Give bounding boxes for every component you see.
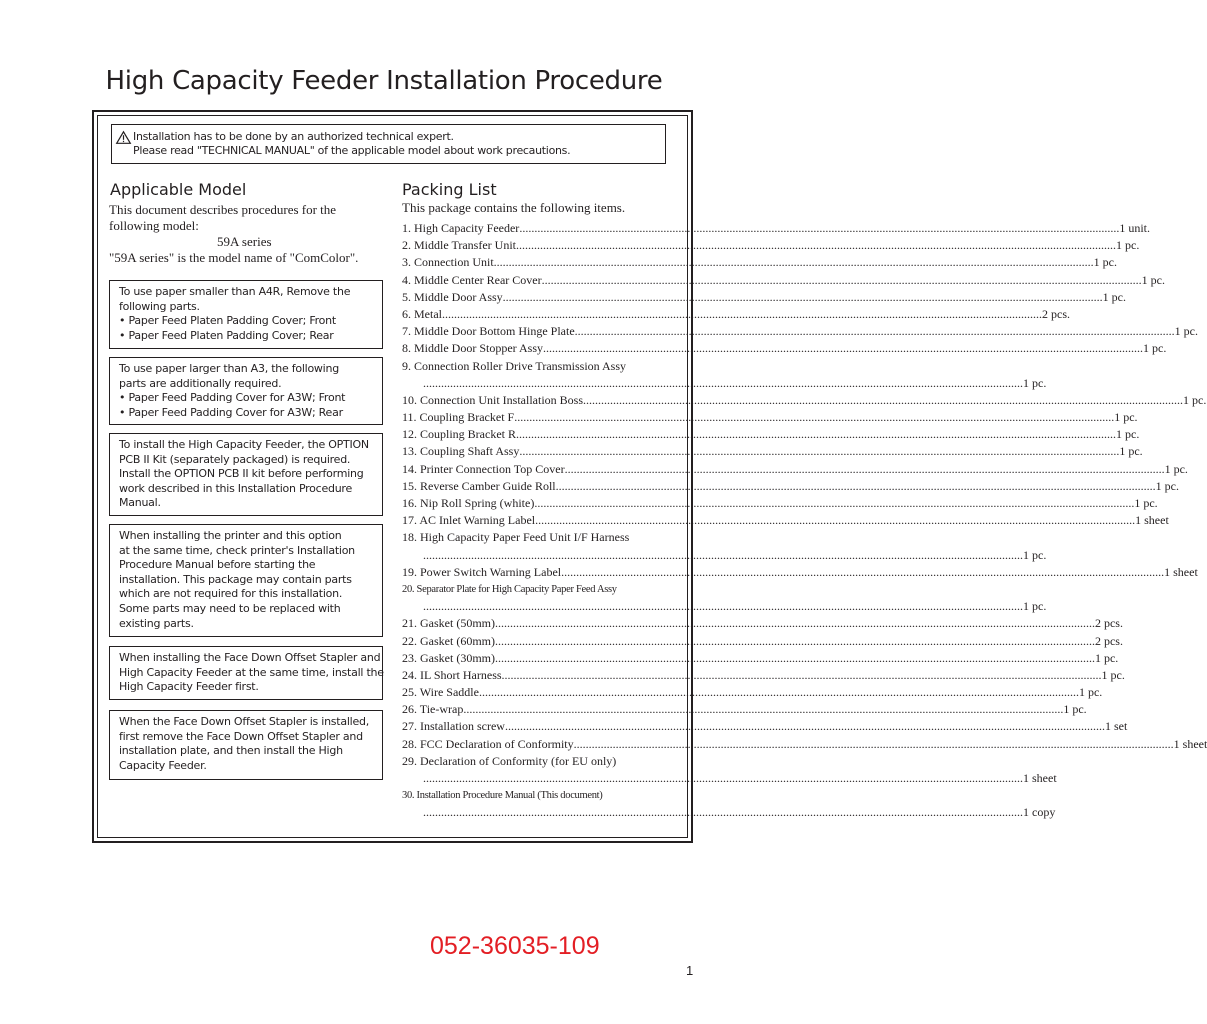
packing-item-quantity: 2 pcs.: [1094, 633, 1123, 648]
packing-list-item: [402, 667, 1125, 684]
leader-dots: ........................................................................................................................................................................................................: [583, 392, 1183, 407]
packing-item-quantity: 1 pc.: [1141, 272, 1165, 287]
leader-dots: ........................................................................................................................................................................................................: [502, 289, 1103, 304]
packing-item-label: 7. Middle Door Bottom Hinge Plate: [402, 324, 575, 339]
packing-list-item: [402, 701, 1087, 718]
note-line: Procedure Manual before starting the: [119, 558, 316, 572]
packing-item-label: 18. High Capacity Paper Feed Unit I/F Harness: [402, 530, 630, 545]
packing-item-label: 3. Connection Unit: [402, 255, 494, 270]
packing-list-item: [402, 615, 1123, 632]
document-number: 052-36035-109: [430, 932, 600, 960]
packing-list-item: [402, 375, 1047, 392]
packing-list-item: [402, 633, 1123, 650]
leader-dots: ........................................................................................................................................................................................................: [519, 221, 1120, 235]
packing-list-item: [402, 340, 1167, 357]
packing-list-item: [402, 358, 668, 375]
leader-dots: ........................................................................................................................................................................................................: [423, 771, 1023, 785]
warning-line-2: Please read "TECHNICAL MANUAL" of the applicable model about work precautions.: [133, 144, 571, 157]
packing-item-quantity: 1 copy: [1023, 805, 1056, 820]
note-line: To use paper smaller than A4R, Remove the: [119, 285, 351, 298]
note-line: • Paper Feed Padding Cover for A3W; Front: [119, 391, 346, 405]
packing-item-label: 29. Declaration of Conformity (for EU only): [402, 753, 617, 768]
packing-list-item: [402, 237, 1140, 254]
packing-list-item: [402, 512, 1169, 529]
packing-list-item: [402, 650, 1119, 667]
packing-item-quantity: 2 pcs.: [1094, 616, 1123, 631]
leader-dots: ........................................................................................................................................................................................................: [442, 306, 1042, 321]
leader-dots: ........................................................................................................................................................................................................: [494, 650, 1095, 665]
packing-item-quantity: 1 pc.: [1023, 375, 1047, 390]
note-box-stapler-same-time: [109, 646, 383, 700]
note-line: To install the High Capacity Feeder, the OPTION: [119, 438, 369, 451]
packing-item-label: 25. Wire Saddle: [402, 685, 479, 700]
packing-item-label: 30. Installation Procedure Manual (This document): [402, 790, 603, 802]
note-line: first remove the Face Down Offset Stapler and: [119, 729, 363, 743]
warning-line-1: Installation has to be done by an authorized technical expert.: [133, 130, 454, 143]
packing-list-item: [402, 409, 1138, 426]
model-text-line: following model:: [109, 218, 199, 233]
packing-item-quantity: 1 pc.: [1023, 599, 1047, 614]
packing-item-quantity: 1 pc.: [1114, 410, 1138, 425]
note-line: work described in this Installation Procedure: [119, 481, 352, 495]
applicable-model-text: [109, 202, 379, 266]
packing-item-quantity: 1 pc.: [1093, 255, 1117, 270]
packing-item-label: 5. Middle Door Assy: [402, 289, 503, 304]
note-line: which are not required for this installation.: [119, 587, 343, 601]
packing-item-label: 10. Connection Unit Installation Boss: [402, 392, 583, 407]
packing-item-quantity: 1 pc.: [1174, 324, 1198, 339]
packing-item-label: 11. Coupling Bracket F: [402, 410, 515, 425]
packing-item-quantity: 1 sheet: [1023, 771, 1057, 785]
packing-list: [402, 220, 1207, 822]
leader-dots: ........................................................................................................................................................................................................: [555, 478, 1156, 493]
packing-item-quantity: 1 pc.: [1094, 650, 1119, 665]
leader-dots: ........................................................................................................................................................................................................: [478, 685, 1079, 700]
packing-item-label: 14. Printer Connection Top Cover: [402, 461, 565, 476]
packing-item-label: 8. Middle Door Stopper Assy: [402, 341, 543, 356]
applicable-model-heading: Applicable Model: [110, 180, 247, 199]
leader-dots: ........................................................................................................................................................................................................: [534, 496, 1135, 510]
packing-item-quantity: 1 sheet: [1164, 564, 1198, 579]
leader-dots: ........................................................................................................................................................................................................: [516, 238, 1116, 253]
warning-box: [111, 124, 666, 164]
packing-item-quantity: 1 sheet: [1135, 513, 1169, 528]
packing-list-item: [402, 564, 1198, 581]
packing-item-label: 4. Middle Center Rear Cover: [402, 272, 542, 287]
note-line: installation. This package may contain parts: [119, 572, 352, 586]
note-line: following parts.: [119, 299, 200, 313]
leader-dots: ........................................................................................................................................................................................................: [423, 805, 1023, 820]
note-line: • Paper Feed Platen Padding Cover; Front: [119, 314, 336, 328]
packing-list-item: [402, 461, 1188, 478]
packing-list-item: [402, 753, 668, 770]
packing-item-label: 24. IL Short Harness: [402, 667, 502, 682]
note-line: PCB II Kit (separately packaged) is required.: [119, 452, 351, 466]
packing-item-label: 13. Coupling Shaft Assy: [402, 444, 520, 459]
packing-list-item: [402, 289, 1126, 306]
packing-item-label: 19. Power Switch Warning Label.: [402, 564, 565, 579]
leader-dots: ........................................................................................................................................................................................................: [519, 444, 1120, 459]
packing-item-label: 2. Middle Transfer Unit: [402, 238, 516, 253]
leader-dots: ........................................................................................................................................................................................................: [573, 736, 1174, 751]
model-text-line: This document describes procedures for the: [109, 202, 337, 217]
packing-item-label: 22. Gasket (60mm): [402, 633, 495, 648]
packing-item-label: 1. High Capacity Feeder: [402, 221, 520, 235]
packing-item-quantity: 1 pc.: [1143, 341, 1167, 356]
packing-item-label: 9. Connection Roller Drive Transmission Assy: [402, 358, 627, 373]
leader-dots: ........................................................................................................................................................................................................: [423, 375, 1023, 390]
packing-list-item: [402, 787, 668, 804]
leader-dots: ........................................................................................................................................................................................................: [574, 324, 1175, 339]
packing-list-item: [402, 804, 1056, 821]
packing-item-label: 20. Separator Plate for High Capacity Paper Feed Assy: [402, 583, 617, 595]
leader-dots: ........................................................................................................................................................................................................: [423, 547, 1023, 562]
packing-list-item: [402, 547, 1047, 564]
note-line: High Capacity Feeder at the same time, install the: [119, 665, 384, 679]
packing-item-quantity: 1 pc.: [1134, 496, 1158, 510]
packing-item-quantity: 1 pc.: [1023, 547, 1047, 562]
packing-item-quantity: 1 sheet: [1173, 736, 1207, 751]
packing-item-quantity: 1 pc.: [1164, 461, 1188, 476]
packing-list-item: [402, 426, 1140, 443]
packing-list-item: [402, 684, 1103, 701]
leader-dots: ........................................................................................................................................................................................................: [494, 633, 1095, 648]
note-line: When the Face Down Offset Stapler is installed,: [119, 715, 369, 728]
note-line: Install the OPTION PCB II kit before performing: [119, 467, 364, 481]
packing-item-quantity: 1 pc.: [1116, 238, 1140, 253]
note-line: • Paper Feed Platen Padding Cover; Rear: [119, 328, 334, 342]
packing-item-quantity: 1 pc.: [1101, 667, 1125, 682]
packing-list-item: [402, 254, 1117, 271]
note-line: at the same time, check printer's Installation: [119, 543, 355, 557]
warning-triangle-icon: [116, 131, 131, 144]
note-line: • Paper Feed Padding Cover for A3W; Rear: [119, 405, 343, 419]
packing-item-label: 21. Gasket (50mm): [402, 616, 495, 631]
packing-list-intro: This package contains the following items.: [402, 200, 626, 215]
packing-item-quantity: 1 pc.: [1102, 289, 1126, 304]
page-number: 1: [686, 963, 694, 978]
note-box-printer-install: [109, 524, 383, 637]
packing-item-label: 28. FCC Declaration of Conformity: [402, 736, 574, 751]
leader-dots: ........................................................................................................................................................................................................: [501, 667, 1102, 682]
leader-dots: ........................................................................................................................................................................................................: [535, 513, 1136, 528]
packing-item-quantity: 1 pc.: [1183, 392, 1207, 407]
packing-list-item: [402, 478, 1179, 495]
packing-item-quantity: 1 pc.: [1116, 427, 1140, 442]
packing-item-quantity: 1 pc.: [1078, 685, 1103, 700]
leader-dots: ........................................................................................................................................................................................................: [541, 272, 1142, 287]
packing-item-quantity: 1 set: [1104, 719, 1128, 734]
packing-item-quantity: 1 pc.: [1063, 702, 1087, 717]
packing-list-item: [402, 392, 1207, 409]
packing-item-label: 17. AC Inlet Warning Label: [402, 513, 536, 528]
note-line: When installing the printer and this option: [119, 529, 342, 542]
page-title: High Capacity Feeder Installation Procedure: [105, 66, 663, 96]
packing-item-label: 12. Coupling Bracket R: [402, 427, 516, 442]
leader-dots: ........................................................................................................................................................................................................: [463, 702, 1064, 717]
leader-dots: ........................................................................................................................................................................................................: [504, 719, 1105, 734]
packing-list-item: [402, 272, 1165, 289]
packing-item-label: 27. Installation screw: [402, 719, 505, 734]
packing-item-label: 16. Nip Roll Spring (white): [402, 496, 535, 510]
leader-dots: ........................................................................................................................................................................................................: [423, 599, 1023, 614]
note-line: existing parts.: [119, 616, 194, 630]
packing-item-quantity: 1 pc.: [1155, 478, 1179, 493]
note-line: parts are additionally required.: [119, 376, 282, 390]
packing-list-item: [402, 529, 668, 546]
packing-list-item: [402, 581, 668, 598]
packing-item-label: 6. Metal: [402, 306, 442, 321]
packing-list-item: [402, 736, 1207, 753]
packing-list-item: [402, 598, 1047, 615]
leader-dots: ........................................................................................................................................................................................................: [493, 255, 1094, 270]
packing-item-label: 15. Reverse Camber Guide Roll: [402, 478, 556, 493]
packing-list-heading: Packing List: [402, 180, 497, 199]
packing-list-item: [402, 306, 1070, 323]
packing-list-item: [402, 443, 1143, 460]
note-box-stapler-installed: [109, 710, 383, 780]
packing-item-quantity: 2 pcs.: [1042, 306, 1070, 321]
packing-list-item: [402, 323, 1198, 340]
note-line: To use paper larger than A3, the following: [119, 362, 339, 375]
leader-dots: ........................................................................................................................................................................................................: [543, 341, 1143, 356]
note-box-large-paper: [109, 357, 383, 425]
note-line: When installing the Face Down Offset Stapler and: [119, 651, 381, 664]
packing-list-item: [402, 718, 1128, 735]
leader-dots: ........................................................................................................................................................................................................: [564, 461, 1165, 476]
note-line: Capacity Feeder.: [119, 758, 207, 772]
leader-dots: ........................................................................................................................................................................................................: [494, 616, 1095, 631]
model-series: 59A series: [217, 234, 272, 249]
note-line: Manual.: [119, 496, 161, 510]
packing-item-label: 26. Tie-wrap: [402, 702, 464, 717]
packing-list-item: [402, 770, 1057, 787]
note-line: installation plate, and then install the High: [119, 744, 343, 758]
note-line: Some parts may need to be replaced with: [119, 601, 341, 615]
packing-item-quantity: 1 pc.: [1119, 444, 1143, 459]
leader-dots: ........................................................................................................................................................................................................: [564, 564, 1165, 579]
note-box-small-paper: [109, 280, 383, 349]
packing-list-item: [402, 495, 1158, 512]
packing-item-label: 23. Gasket (30mm): [402, 650, 495, 665]
leader-dots: ........................................................................................................................................................................................................: [516, 427, 1116, 442]
note-box-option-pcb: [109, 433, 383, 516]
packing-list-item: [402, 220, 1150, 237]
leader-dots: ........................................................................................................................................................................................................: [514, 410, 1115, 425]
note-line: High Capacity Feeder first.: [119, 680, 259, 694]
model-text-line: "59A series" is the model name of "ComColor".: [109, 250, 359, 265]
packing-item-quantity: 1 unit.: [1119, 221, 1150, 235]
